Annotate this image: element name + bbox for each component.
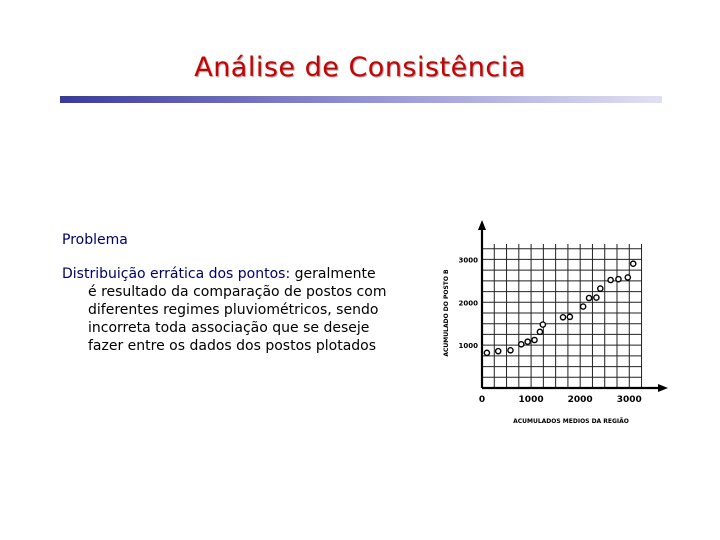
data-point [598,286,603,291]
description-line-2: é resultado da comparação de postos com [88,284,387,300]
data-point [608,277,613,282]
y-axis-label: ACUMULADO DO POSTO B [443,269,450,357]
problem-label: Problema [62,232,128,248]
data-point [532,337,537,342]
data-point [625,275,630,280]
data-point [540,322,545,327]
data-point [594,295,599,300]
data-point [581,304,586,309]
data-point [586,295,591,300]
data-point [537,329,542,334]
data-point [616,277,621,282]
lead-rest: geralmente [290,266,376,282]
y-tick-label: 1000 [458,342,478,351]
data-point [496,349,501,354]
data-point [560,315,565,320]
y-tick-label: 3000 [458,256,478,265]
scatter-plot [432,218,670,430]
data-point [484,350,489,355]
data-point [631,261,636,266]
problem-description [62,265,402,355]
y-tick-label: 2000 [458,299,478,308]
lead-term: Distribuição errática dos pontos: [62,266,291,282]
description-line-4: incorreta toda associação que se deseje [88,320,370,336]
double-mass-chart [432,218,670,430]
description-line-5: fazer entre os dados dos postos plotados [88,338,377,354]
description-line-3: diferentes regimes pluviométricos, sendo [88,302,379,318]
x-axis-arrow [658,384,668,392]
data-point [508,348,513,353]
x-tick-label: 1000 [518,395,544,405]
x-tick-label: 3000 [616,395,642,405]
data-point [519,342,524,347]
title-divider [60,96,662,103]
x-axis-label: ACUMULADOS MEDIOS DA REGIÃO [513,418,629,425]
data-point [525,339,530,344]
data-point [567,314,572,319]
x-tick-label: 0 [478,395,486,405]
y-axis-arrow [478,220,486,230]
x-tick-label: 2000 [567,395,593,405]
description-line-1 [62,265,402,283]
slide-title: Análise de Consistência [194,52,526,83]
